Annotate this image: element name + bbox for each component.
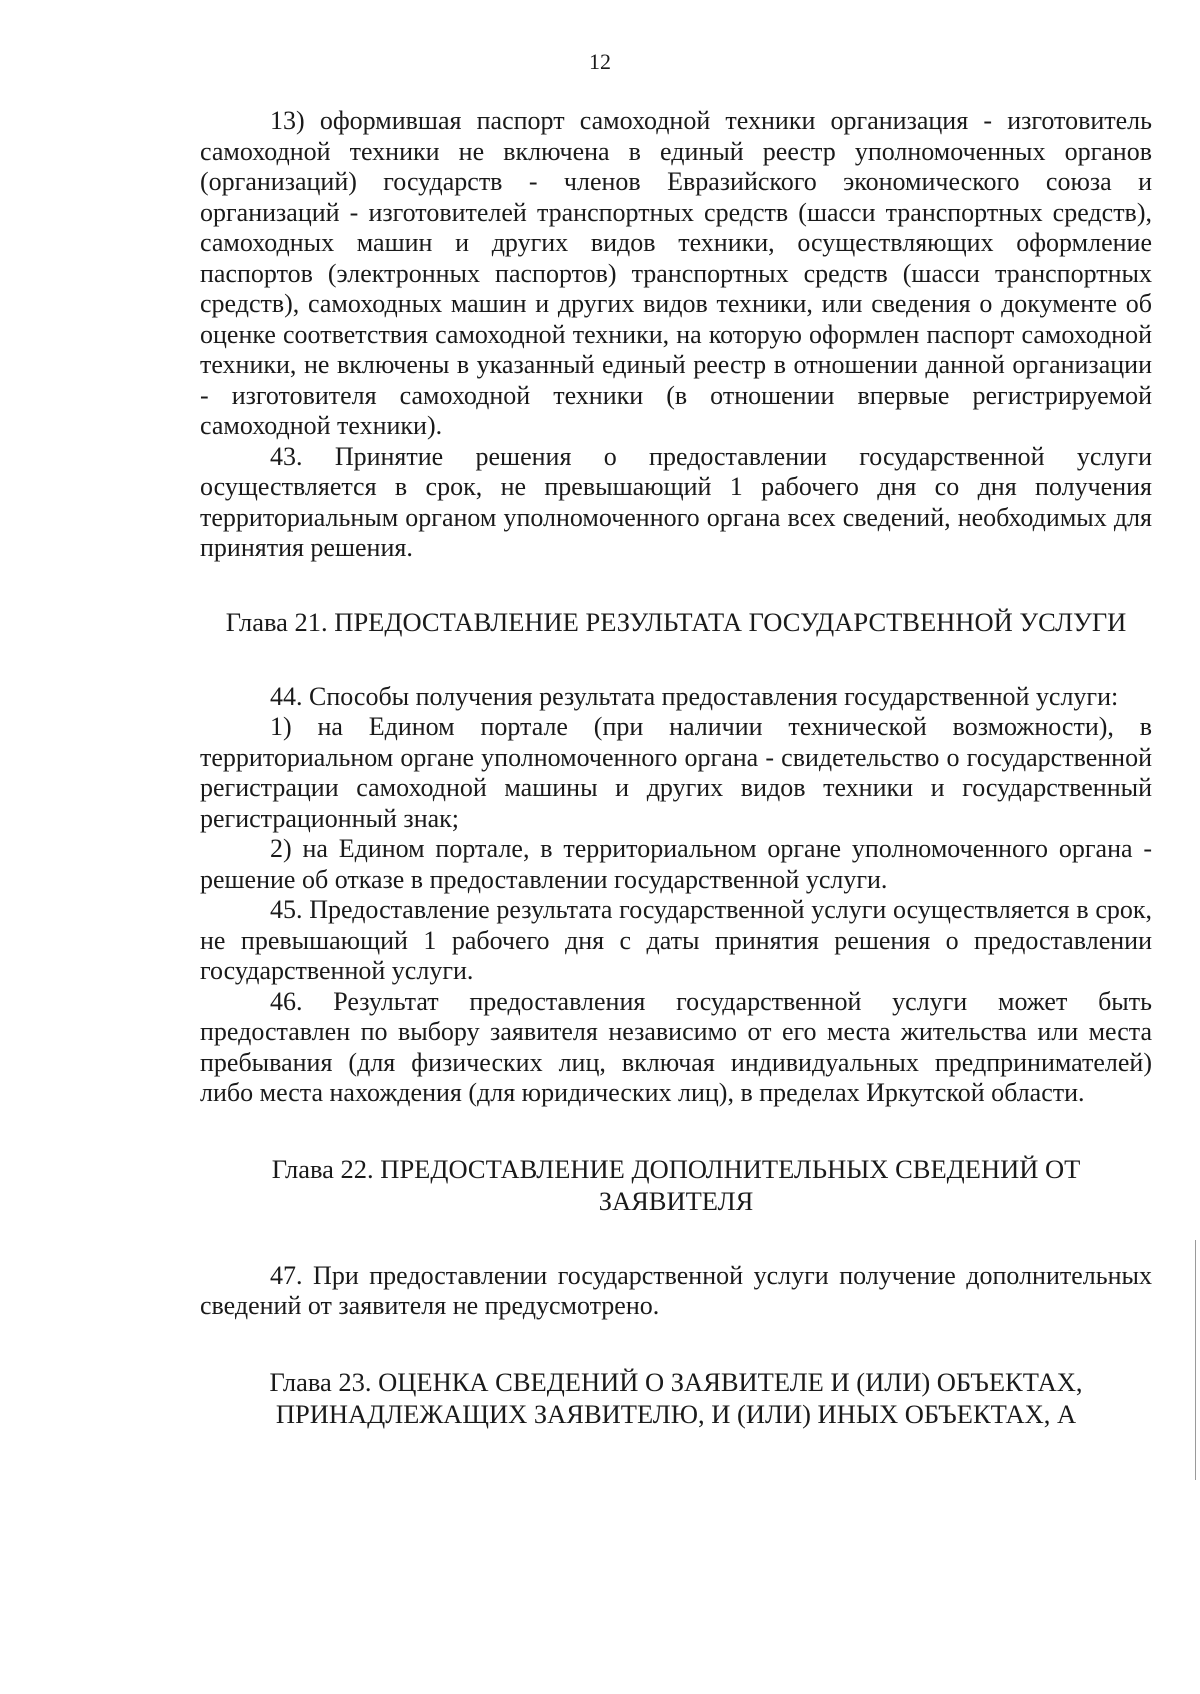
paragraph-44: 44. Способы получения результата предоставления государственной услуги:	[270, 681, 1119, 711]
paragraph-45: 45. Предоставление результата государственной услуги осуществляется в срок, не превышающий 1 рабочего дня с даты принятия решения о предоставлении государственной услуги.	[200, 895, 1152, 985]
paragraph-46: 46. Результат предоставления государственной услуги может быть предоставлен по выбору заявителя независимо от его места жительства или места пребывания (для физических лиц, включая индивидуальных предпринимателей) либо места нахождения (для юридических лиц), в пределах Иркутской области.	[200, 986, 1152, 1107]
page-number: 12	[589, 49, 611, 74]
paragraph-44-item-2: 2) на Едином портале, в территориальном органе уполномоченного органа - решение об отказе в предоставлении государственной услуги.	[200, 834, 1152, 894]
document-body	[200, 106, 1152, 1430]
paragraph-44-item-1: 1) на Едином портале (при наличии технической возможности), в территориальном органе уполномоченного органа - свидетельство о государственной регистрации самоходной машины и других видов техники и государственный регистрационный знак;	[200, 712, 1152, 833]
chapter-22-heading: Глава 22. ПРЕДОСТАВЛЕНИЕ ДОПОЛНИТЕЛЬНЫХ СВЕДЕНИЙ ОТ ЗАЯВИТЕЛЯ	[271, 1153, 1081, 1216]
paragraph-item-13: 13) оформившая паспорт самоходной техники организация - изготовитель самоходной техники не включена в единый реестр уполномоченных органов (организаций) государств - членов Евразийского экономического союза и организаций - изготовителей транспортных средств (шасси транспортных средств), самоходных машин и других видов техники, осуществляющих оформление паспортов (электронных паспортов) транспортных средств (шасси транспортных средств), самоходных машин и других видов техники, или сведения о документе об оценке соответствия самоходной техники, на которую оформлен паспорт самоходной техники, не включены в указанный единый реестр в отношении данной организации - изготовителя самоходной техники (в отношении впервые регистрируемой самоходной техники).	[200, 106, 1152, 440]
chapter-23-heading: Глава 23. ОЦЕНКА СВЕДЕНИЙ О ЗАЯВИТЕЛЕ И (ИЛИ) ОБЪЕКТАХ, ПРИНАДЛЕЖАЩИХ ЗАЯВИТЕЛЮ, И (ИЛИ) ИНЫХ ОБЪЕКТАХ, А	[269, 1366, 1083, 1429]
scan-edge-line	[1195, 1240, 1196, 1480]
chapter-21-heading: Глава 21. ПРЕДОСТАВЛЕНИЕ РЕЗУЛЬТАТА ГОСУДАРСТВЕННОЙ УСЛУГИ	[225, 606, 1127, 637]
paragraph-43: 43. Принятие решения о предоставлении государственной услуги осуществляется в срок, не превышающий 1 рабочего дня со дня получения территориальным органом уполномоченного органа всех сведений, необходимых для принятия решения.	[200, 441, 1152, 562]
paragraph-47: 47. При предоставлении государственной услуги получение дополнительных сведений от заявителя не предусмотрено.	[200, 1260, 1152, 1320]
